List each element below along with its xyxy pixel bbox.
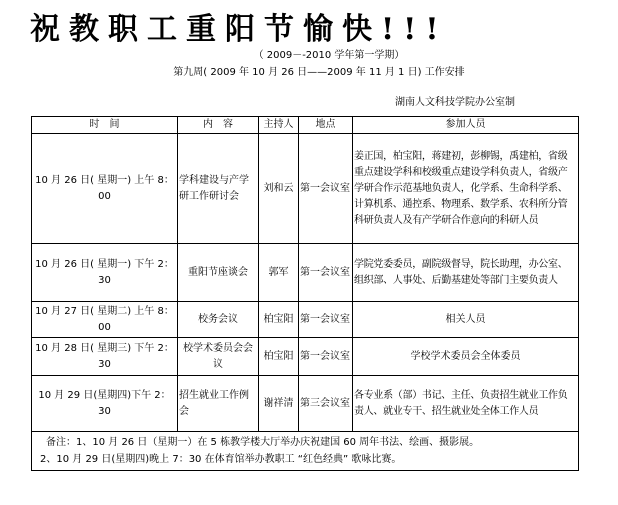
header-time: 时 间 [32,117,178,134]
row-participants: 姜正国，柏宝阳，蒋建初，彭柳锡，禹建柏，省级重点建设学科和校级重点建设学科负责人，省级产学研合作示范基地负责人，化学系、生命科学系、计算机系、通控系、物理系、数学系、农科所分管科研负责人及有产学研合作意向的科研人员 [353,134,579,244]
header-place: 地点 [299,117,353,134]
row-host: 谢祥清 [259,376,299,432]
row-content: 招生就业工作例会 [178,376,259,432]
row-content: 重阳节座谈会 [178,244,259,302]
row-time: 10 月 26 日( 星期一) 上午 8：00 [32,134,178,244]
row-time: 10 月 27 日( 星期二) 上午 8：00 [32,302,178,338]
row-place: 第三会议室 [299,376,353,432]
table-row [32,244,579,302]
note-1: 备注：1、10 月 26 日（星期一）在 5 栋教学楼大厅举办庆祝建国 60 周年书法、绘画、摄影展。 [46,437,480,448]
table-row [32,376,579,432]
table-row [32,338,579,376]
row-host: 郭军 [259,244,299,302]
week-line: 第九周( 2009 年 10 月 26 日——2009 年 11 月 1 日) 工作安排 [173,67,465,78]
row-time: 10 月 26 日( 星期一) 下午 2：30 [32,244,178,302]
row-host: 柏宝阳 [259,302,299,338]
semester-line: （ 2009－-2010 学年第一学期） [253,50,405,61]
header-host: 主持人 [259,117,299,134]
note-2: 2、10 月 29 日(星期四)晚上 7：30 在体育馆举办教职工 “红色经典” 歌咏比赛。 [40,454,402,465]
row-host: 刘和云 [259,134,299,244]
page-title: 祝教职工重阳节愉快!!! [30,12,448,47]
header-participants: 参加人员 [353,117,579,134]
row-content: 校学术委员会会议 [178,338,259,376]
row-participants: 各专业系（部）书记、主任、负责招生就业工作负责人、就业专干、招生就业处全体工作人员 [353,376,579,432]
row-place: 第一会议室 [299,134,353,244]
row-participants: 相关人员 [353,302,579,338]
row-time: 10 月 29 日(星期四)下午 2：30 [32,376,178,432]
table-header-row [32,117,579,134]
row-time: 10 月 28 日( 星期三) 下午 2：30 [32,338,178,376]
row-place: 第一会议室 [299,302,353,338]
table-row [32,134,579,244]
row-content: 校务会议 [178,302,259,338]
office-signature: 湖南人文科技学院办公室制 [395,97,515,108]
row-host: 柏宝阳 [259,338,299,376]
row-participants: 学校学术委员会全体委员 [353,338,579,376]
header-content: 内 容 [178,117,259,134]
row-content: 学科建设与产学研工作研讨会 [178,134,259,244]
notes-row [32,432,579,471]
row-participants: 学院党委委员，副院级督导，院长助理，办公室、组织部、人事处、后勤基建处等部门主要负责人 [353,244,579,302]
schedule-table [31,116,579,471]
row-place: 第一会议室 [299,338,353,376]
table-row [32,302,579,338]
notes-cell [32,432,579,471]
row-place: 第一会议室 [299,244,353,302]
